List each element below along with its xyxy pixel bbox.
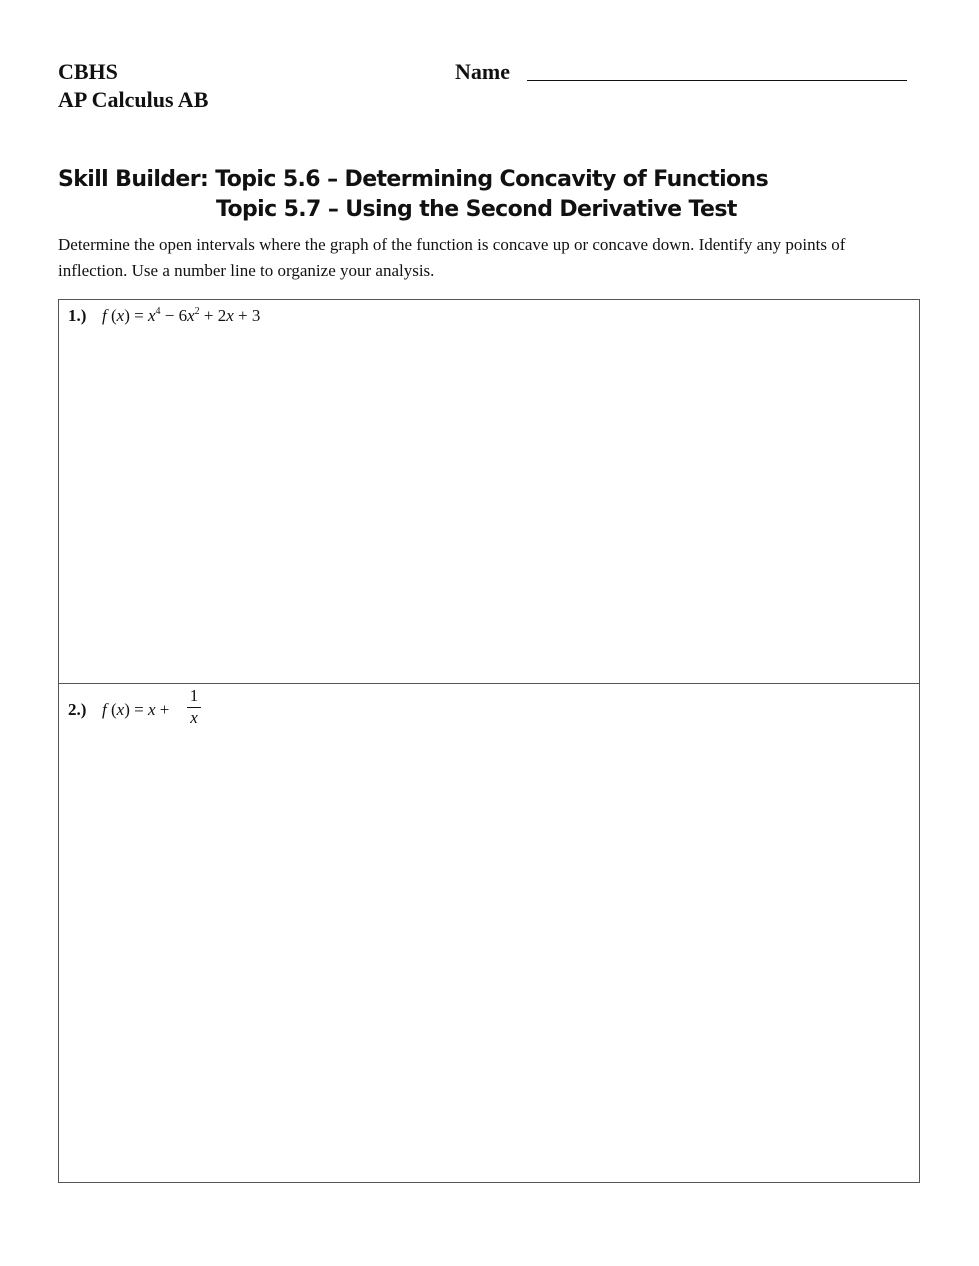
problem-2-work-area[interactable] (58, 683, 920, 1183)
problem-2-function: f (x) = x + (102, 700, 170, 719)
instructions: Determine the open intervals where the graph of the function is concave up or concave down. Identify any points of inflection. Use a number line to organize your analysis. (58, 235, 846, 280)
worksheet-title-line-1: Skill Builder: Topic 5.6 – Determining Concavity of Functions (58, 167, 769, 192)
problem-2-number: 2.) (68, 700, 87, 719)
problem-1-function: f $(x) = x^4 - 6x^2 + 2x + 3$ (102, 306, 261, 325)
worksheet-title-line-2: Topic 5.7 – Using the Second Derivative Test (216, 197, 737, 222)
course-name: AP Calculus AB (58, 87, 209, 112)
problem-1-number: 1.) (68, 306, 87, 325)
name-label: Name (455, 59, 510, 84)
problem-2-fraction: 1 x (187, 686, 201, 728)
name-blank-line[interactable] (527, 80, 907, 81)
problem-1-work-area[interactable] (58, 299, 920, 684)
school-name: CBHS (58, 59, 118, 84)
